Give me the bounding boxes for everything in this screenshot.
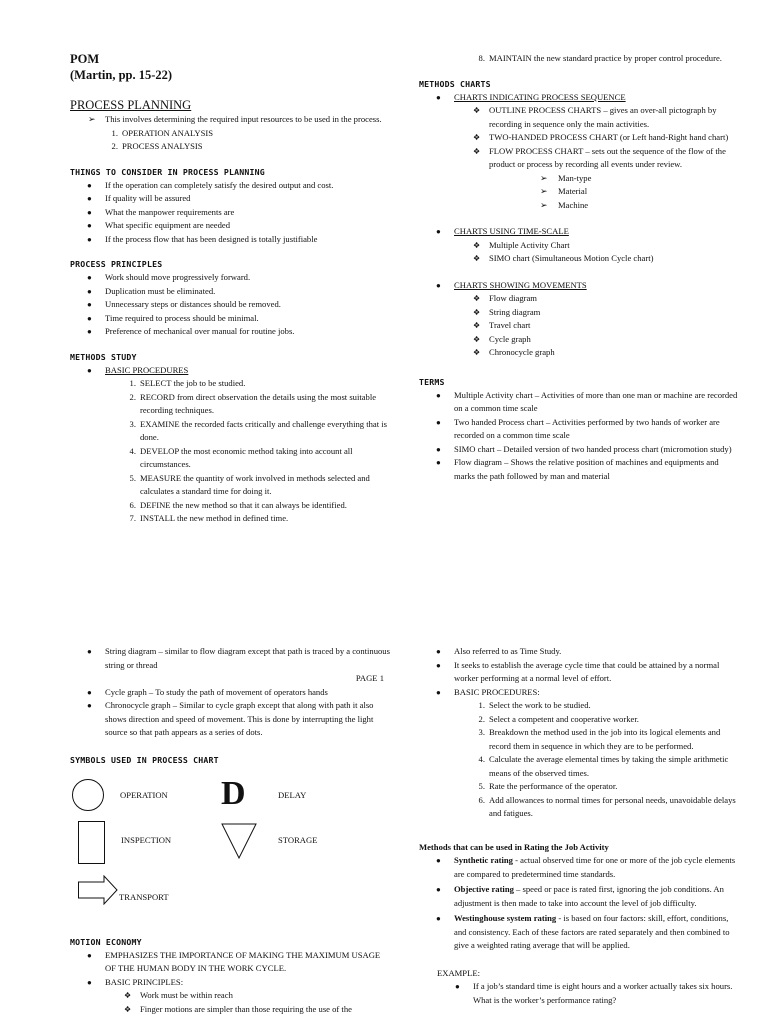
things-list <box>70 179 390 247</box>
list-item: ● Unnecessary steps or distances should be removed. <box>70 298 390 312</box>
list-item: ● BASIC PRINCIPLES: <box>70 976 390 990</box>
operation-circle-icon <box>70 777 106 813</box>
list-item: 2. RECORD from direct observation the details using the most suitable recording techniques. <box>129 391 377 415</box>
movement-charts-title: ● CHARTS SHOWING MOVEMENTS <box>419 279 739 293</box>
motion-economy-heading: MOTION ECONOMY <box>70 936 142 947</box>
list-item: 2. PROCESS ANALYSIS <box>111 141 203 151</box>
delay-label: DELAY <box>278 789 307 800</box>
list-item: ❖ Chronocycle graph <box>419 346 739 360</box>
list-item: 5. Rate the performance of the operator. <box>478 781 618 791</box>
example-label: EXAMPLE: <box>437 967 480 978</box>
list-item: ❖ Work must be within reach <box>70 989 390 1003</box>
list-item: ● Multiple Activity chart – Activities of more than one man or machine are recorded on a common time scale <box>419 389 739 416</box>
list-item: ❖ SIMO chart (Simultaneous Motion Cycle chart) <box>419 252 739 266</box>
operation-label: OPERATION <box>120 789 168 800</box>
list-item: 4. Calculate the average elemental times by taking the simple arithmetic means of the observed times. <box>478 754 729 778</box>
list-item: ● Time required to process should be minimal. <box>70 312 390 326</box>
column-top-right <box>419 52 739 483</box>
methods-study-steps-cont <box>419 52 739 66</box>
list-item: ● Chronocycle graph – Similar to cycle graph except that along with path it also shows direction and speed of movement. This is done by interrupting the light source so that path appears as a series of dots. <box>70 699 390 740</box>
list-item: ● Preference of mechanical over manual for routine jobs. <box>70 325 390 339</box>
process-planning-items <box>70 127 390 154</box>
principles-list <box>70 271 390 339</box>
list-item: ● Two handed Process chart – Activities performed by two hands of worker are recorded on a common time scale <box>419 416 739 443</box>
inspection-label: INSPECTION <box>121 834 172 845</box>
list-item: ● What specific equipment are needed <box>70 219 390 233</box>
transport-label: TRANSPORT <box>119 891 169 902</box>
process-planning-heading: PROCESS PLANNING <box>70 98 192 112</box>
list-item: 1. SELECT the job to be studied. <box>129 378 246 388</box>
motion-economy-list <box>70 949 390 990</box>
list-item: ❖ TWO-HANDED PROCESS CHART (or Left hand-Right hand chart) <box>419 131 739 145</box>
sequence-charts-list <box>419 91 739 105</box>
list-item: 1. Select the work to be studied. <box>478 700 591 710</box>
flow-types-list <box>419 172 739 213</box>
process-planning-intro-list <box>70 113 390 127</box>
list-item: 3. EXAMINE the recorded facts critically and challenge everything that is done. <box>129 418 387 442</box>
motion-principles-list <box>70 989 390 1016</box>
list-item: ❖ Travel chart <box>419 319 739 333</box>
methods-study-list <box>70 364 390 378</box>
basic-procedures-label: ● BASIC PROCEDURES <box>70 364 390 378</box>
page-number: PAGE 1 <box>355 673 384 683</box>
list-item: ❖ Multiple Activity Chart <box>419 239 739 253</box>
example-list <box>419 980 739 1007</box>
list-item: ● If a job’s standard time is eight hours and a worker actually takes six hours. What is the worker’s performance rating? <box>419 980 739 1007</box>
list-item: 7. INSTALL the new method in defined time. <box>129 513 289 523</box>
list-item: ❖ Finger motions are simpler than those requiring the use of the <box>70 1003 390 1017</box>
list-item: ● SIMO chart – Detailed version of two handed process chart (micromotion study) <box>419 443 739 457</box>
list-item: ● String diagram – similar to flow diagram except that path is traced by a continuous string or thread <box>70 645 390 672</box>
symbols-heading: SYMBOLS USED IN PROCESS CHART <box>70 754 219 765</box>
delay-d-icon: D <box>221 774 246 812</box>
methods-charts-heading: METHODS CHARTS <box>419 78 491 89</box>
rating-list <box>419 854 739 953</box>
list-item: ➢ Machine <box>419 199 739 213</box>
terms-list-cont <box>70 645 390 672</box>
list-item: 6. Add allowances to normal times for personal needs, unavoidable delays and fatigues. <box>478 794 736 818</box>
list-item: 6. DEFINE the new method so that it can always be identified. <box>129 499 347 510</box>
list-item: ● Synthetic rating - actual observed time for one or more of the job cycle elements are compared to predetermined time standards. <box>419 854 739 881</box>
sequence-charts-items <box>419 104 739 172</box>
list-item: ● Westinghouse system rating - is based on four factors: skill, effort, conditions, and consistency. Each of these factors are rated separately and then combined to give a weighted rating average that will be applied. <box>419 912 739 953</box>
terms-list <box>419 389 739 484</box>
doc-title: POM <box>70 52 100 66</box>
terms-heading: TERMS <box>419 376 445 387</box>
list-item: ● If the operation can completely satisfy the desired output and cost. <box>70 179 390 193</box>
terms-list-cont-2 <box>70 686 390 740</box>
list-item: ● What the manpower requirements are <box>70 206 390 220</box>
time-scale-title: ● CHARTS USING TIME-SCALE <box>419 225 739 239</box>
time-scale-items <box>419 239 739 266</box>
column-top-left <box>70 52 390 526</box>
list-item: ● EMPHASIZES THE IMPORTANCE OF MAKING THE MAXIMUM USAGE OF THE HUMAN BODY IN THE WORK CYCLE. <box>70 949 390 976</box>
column-bottom-right <box>419 645 739 1007</box>
time-study-list <box>419 645 739 699</box>
list-item: ● If quality will be assured <box>70 192 390 206</box>
list-item: ❖ Flow diagram <box>419 292 739 306</box>
movement-charts-items <box>419 292 739 360</box>
list-item: ❖ String diagram <box>419 306 739 320</box>
methods-study-heading: METHODS STUDY <box>70 351 137 362</box>
list-item: 5. MEASURE the quantity of work involved in methods selected and calculates a standard time for doing it. <box>129 472 370 496</box>
movement-charts-list <box>419 279 739 293</box>
methods-study-steps <box>70 377 390 526</box>
storage-triangle-icon <box>221 823 257 859</box>
list-item: ● If the process flow that has been designed is totally justifiable <box>70 233 390 247</box>
list-item: ● It seeks to establish the average cycle time that could be attained by a normal worker performing at a normal level of effort. <box>419 659 739 686</box>
list-item: 2. Select a competent and cooperative worker. <box>478 713 639 724</box>
list-item: ➢ Material <box>419 185 739 199</box>
list-item: ➢ This involves determining the required input resources to be used in the process. <box>70 113 390 127</box>
list-item: ● Cycle graph – To study the path of movement of operators hands <box>70 686 390 700</box>
list-item: ● BASIC PROCEDURES: <box>419 686 739 700</box>
storage-label: STORAGE <box>278 834 318 845</box>
column-bottom-left <box>70 645 390 1016</box>
time-scale-list <box>419 225 739 239</box>
rating-heading: Methods that can be used in Rating the Job Activity <box>419 841 609 852</box>
transport-arrow-icon <box>78 875 118 905</box>
list-item: ● Duplication must be eliminated. <box>70 285 390 299</box>
list-item: ● Also referred to as Time Study. <box>419 645 739 659</box>
list-item: 8. MAINTAIN the new standard practice by proper control procedure. <box>478 53 722 63</box>
list-item: 3. Breakdown the method used in the job into its logical elements and record them in sequence in which they are to be performed. <box>478 727 721 751</box>
things-heading: THINGS TO CONSIDER IN PROCESS PLANNING <box>70 166 265 177</box>
sequence-charts-title: ● CHARTS INDICATING PROCESS SEQUENCE <box>419 91 739 105</box>
list-item: ❖ Cycle graph <box>419 333 739 347</box>
list-item: ❖ FLOW PROCESS CHART – sets out the sequence of the flow of the product or process by recording all events under review. <box>419 145 739 172</box>
list-item: ❖ OUTLINE PROCESS CHARTS – gives an over-all pictograph by recording in sequence only the main activities. <box>419 104 739 131</box>
list-item: 4. DEVELOP the most economic method taking into account all circumstances. <box>129 445 353 469</box>
list-item: 1. OPERATION ANALYSIS <box>111 127 214 138</box>
list-item: ● Work should move progressively forward. <box>70 271 390 285</box>
list-item: ➢ Man-type <box>419 172 739 186</box>
time-study-steps <box>419 699 739 821</box>
doc-subtitle: (Martin, pp. 15-22) <box>70 68 173 82</box>
principles-heading: PROCESS PRINCIPLES <box>70 259 163 269</box>
symbols-legend <box>70 774 390 947</box>
list-item: ● Objective rating – speed or pace is rated first, ignoring the job conditions. An adjustment is then made to take into account the level of job difficulty. <box>419 883 739 910</box>
list-item: ● Flow diagram – Shows the relative position of machines and equipments and marks the path followed by man and material <box>419 456 739 483</box>
inspection-square-icon <box>78 821 106 865</box>
